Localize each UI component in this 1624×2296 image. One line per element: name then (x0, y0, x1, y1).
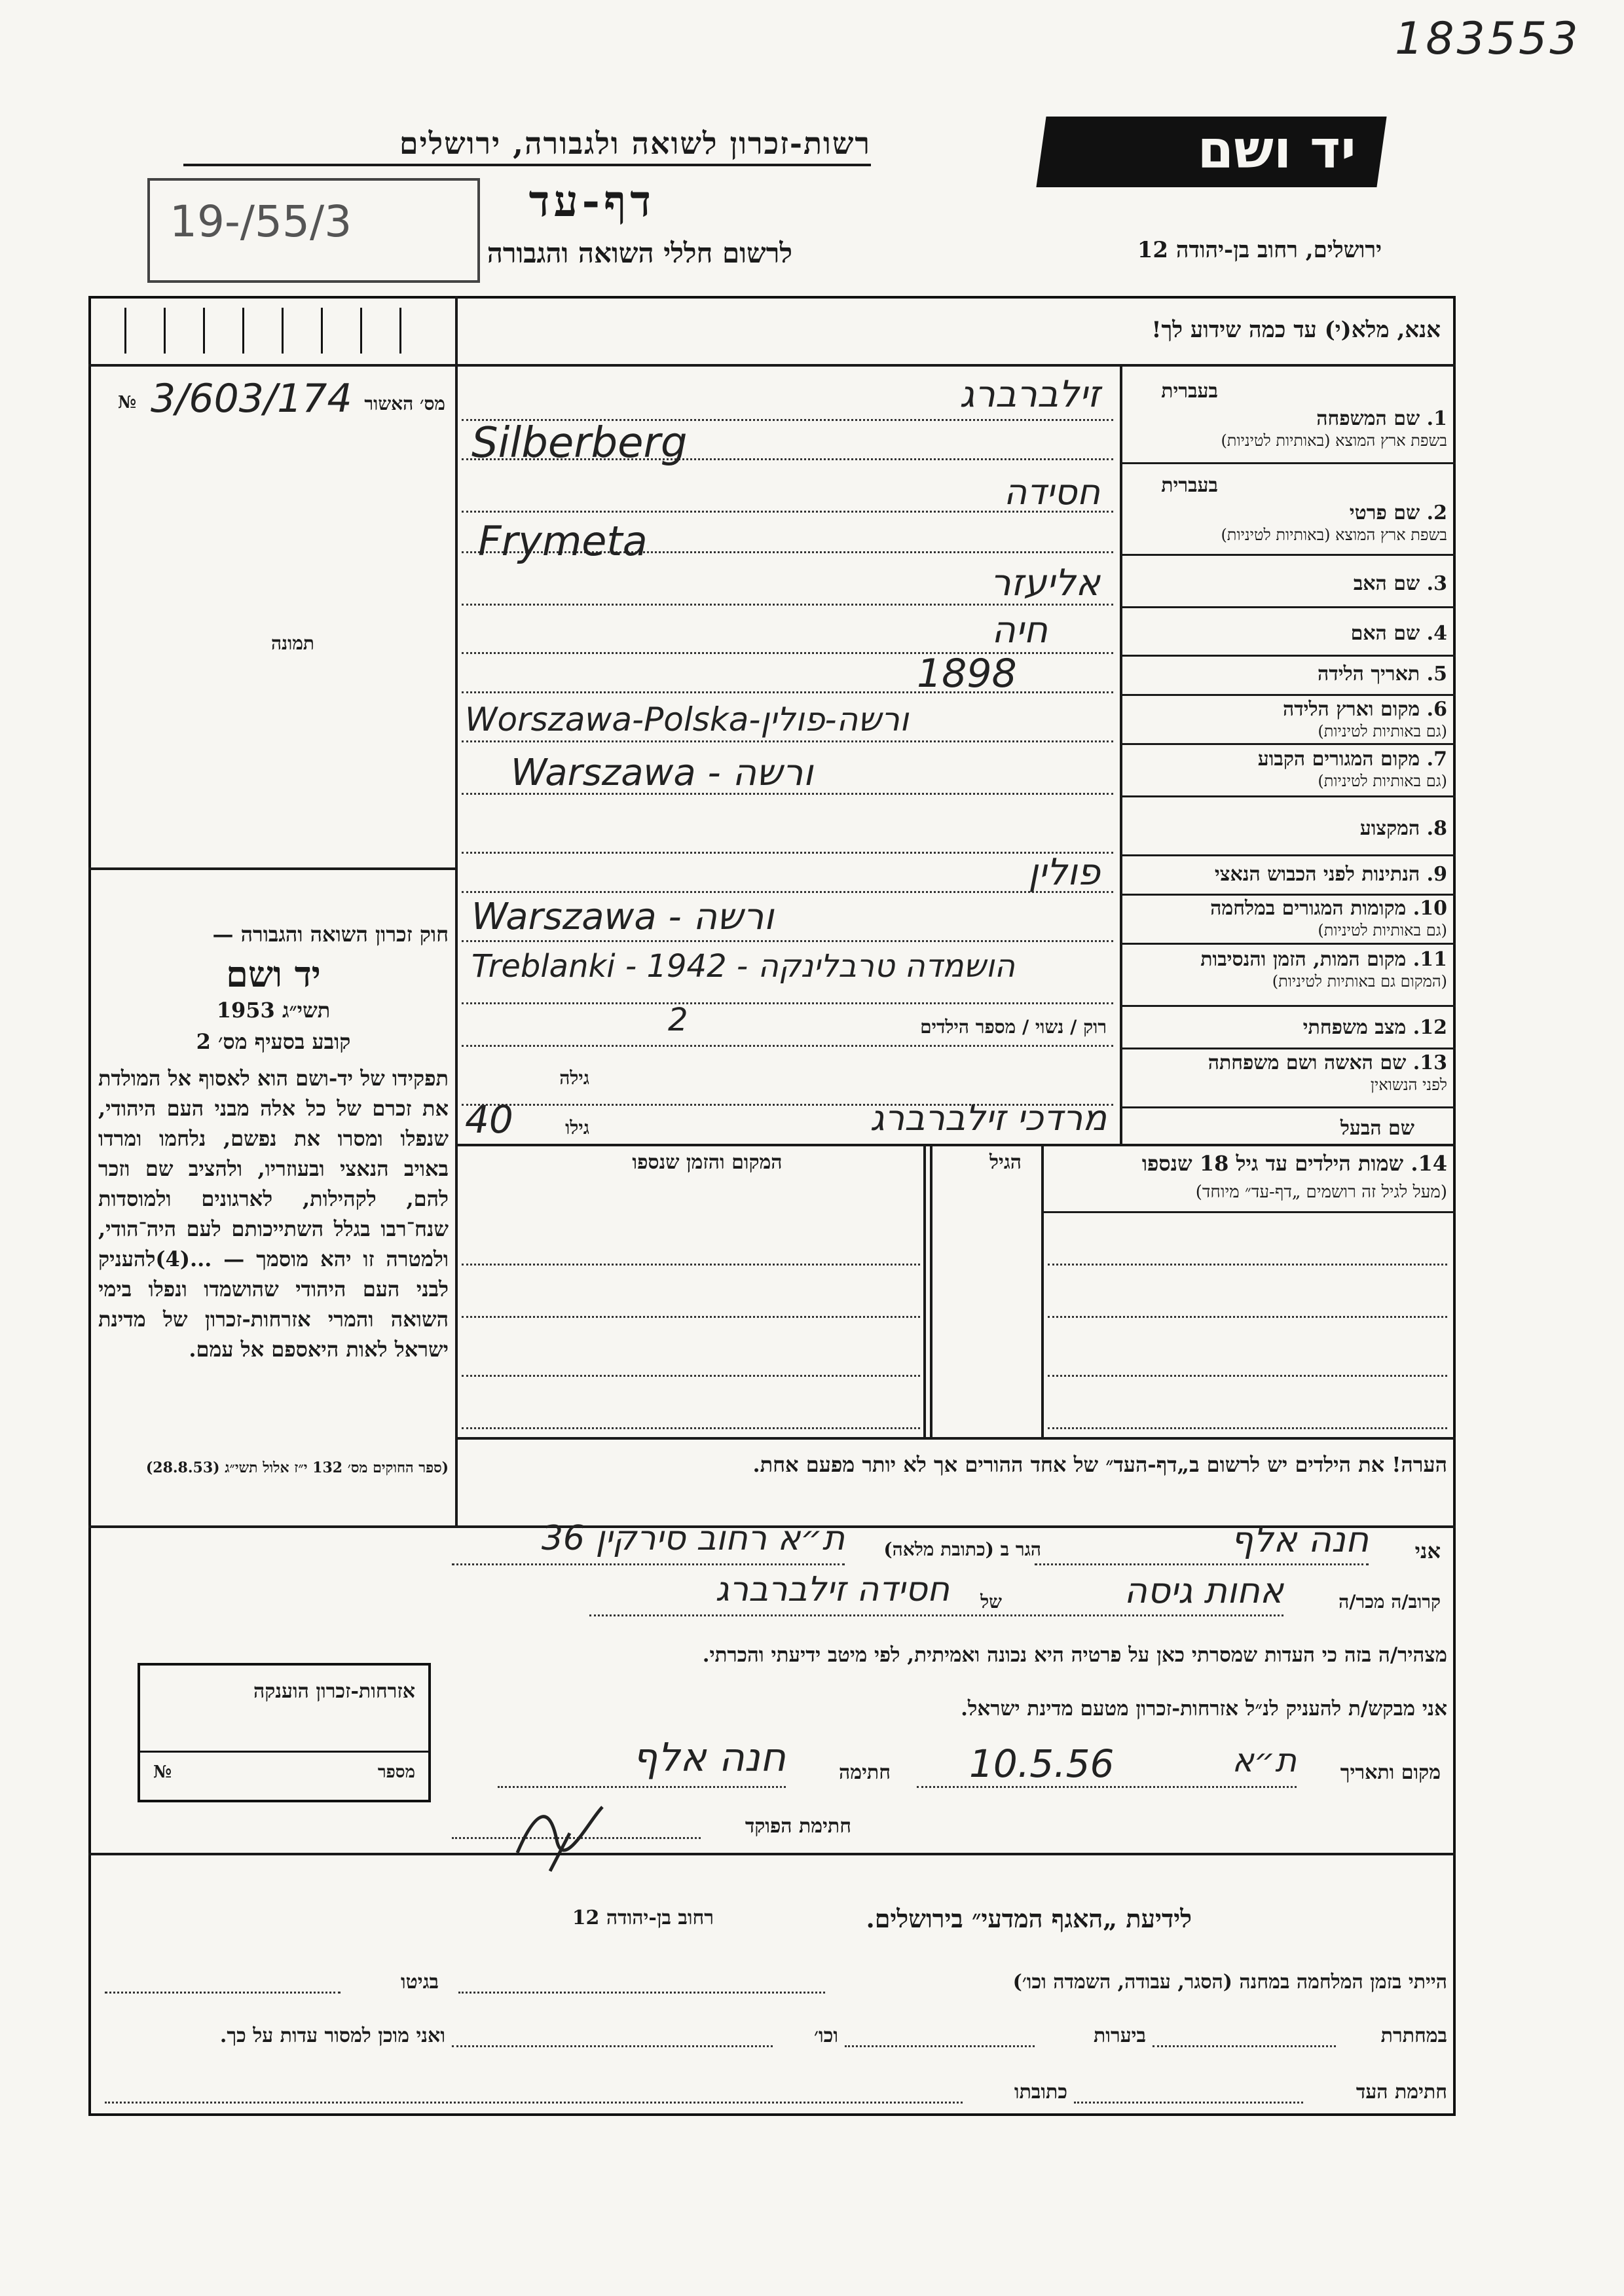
field-profession-label: 8. המקצוע (1359, 817, 1447, 840)
field-citizenship-label: 9. הנתינות לפני הכבוש הנאצי (1214, 863, 1447, 886)
decl-address-value: ת״א רחוב סירקין 36 (541, 1519, 845, 1558)
field-mother-label: 4. שם האם (1350, 622, 1447, 645)
field-birthplace-label: 6. מקום וארץ הלידה (גם באותיות לטיניות) (1282, 698, 1447, 740)
war-residence: Warszawa - ורשה (471, 896, 774, 938)
decl-i-label: אני (1414, 1539, 1441, 1563)
approval-label: מס׳ האשור (364, 393, 445, 414)
law-year: תשי״ג 1953 (216, 998, 331, 1023)
photo-label: תמונה (270, 632, 314, 654)
memorial-no-sign: № (153, 1762, 172, 1782)
law-text: תפקידו של יד-ושם הוא לאסוף אל המולדת את זכרם של כל אלה מבני העם היהודי, שנפלו ומסרו את נפשם, נלחמו ומרדו באויב הנאצי ובעוזריו, ולהציב שם וזכר להם, לקהילות, לארגונים ולמוסדות שנח־רבו בגלל השתייכותם לעם היה־הודי, ולמטרה זו יהא מוסמך — ...(4)להעניק לבני העם היהודי שהושמדו ונפלו בימי השואה והמרי אזרחות-זכרון של מדינת ישראל לאות היאספם אל עמם. (98, 1066, 449, 1362)
decl-sign-value: חנה אלף (632, 1735, 786, 1781)
bottom-line1-a: הייתי בזמן המלחמה במחנה (הסגר, עבודה, השמדה וכו׳) (1012, 1971, 1447, 1994)
field-lang-heb-1: בעברית (1161, 380, 1218, 403)
form-title: דף-עד (528, 175, 655, 227)
bottom-address: רחוב בן-יהודה 12 (572, 1906, 714, 1929)
death-details: Treblanki - 1942 - הושמדה טרבלינקה (471, 948, 1015, 985)
decl-of-value: חסידה זילברברג (715, 1570, 950, 1609)
decl-sign-label: חתימה (839, 1761, 891, 1784)
residence: Warszawa - ורשה (511, 752, 813, 794)
approval-value: 3/603/174 (151, 376, 352, 422)
decl-lives-label: הגר ב (כתובת מלאה) (883, 1539, 1041, 1560)
note: הערה! את הילדים יש לרשום ב„דף-העד״ של אחד ההורים אך לא יותר מפעם אחת. (752, 1452, 1447, 1477)
citizenship: פולין (1028, 851, 1100, 894)
bottom-line3-b: כתובתו (1014, 2081, 1067, 2104)
field-war-residence-label: 10. מקומות המגורים במלחמה (גם באותיות לטיניות) (1210, 897, 1447, 939)
law-name: יד ושם (226, 953, 321, 995)
decl-of-label: של (980, 1591, 1002, 1613)
birth-date: 1898 (917, 651, 1017, 697)
family-name-latin: Silberberg (471, 419, 688, 467)
serial-number: 183553 (1395, 13, 1581, 65)
decl-place-label: מקום ותאריך (1340, 1761, 1441, 1784)
law-ref: (ספר החוקים מס׳ 132 י״ז אלול תשי״ג (28.8.53) (145, 1459, 449, 1476)
memorial-num-label: מספר (377, 1762, 415, 1782)
field-father-label: 3. שם האב (1353, 572, 1447, 595)
birth-place: Worszawa-Polska-ורשה-פולין (465, 701, 909, 738)
family-name-heb: זילברברג (959, 373, 1100, 416)
approval-no-sign: № (118, 393, 137, 412)
law-clause: קובע בסעיף מס׳ 2 (196, 1029, 351, 1054)
bottom-line2-c: וכו׳ (814, 2024, 838, 2047)
bottom-line3-a: חתימת העד (1356, 2081, 1447, 2104)
form-subtitle: לרשום חללי השואה והגבורה (487, 237, 792, 269)
officer-signature-mark (511, 1794, 642, 1872)
bottom-line2-d: ואני מוכן למסור עדות על כך. (219, 2024, 445, 2047)
children-section-label: 14. שמות הילדים עד גיל 18 שנספו (1141, 1151, 1447, 1176)
field-husband-label: שם הבעל (1340, 1117, 1414, 1140)
children-section-sub: (מעל לגיל זה רושמים „דף-עד״ מיוחד) (1195, 1182, 1447, 1202)
children-count: 2 (668, 1002, 688, 1038)
field-marital-label: 12. מצב משפחתי (1302, 1016, 1447, 1039)
header-address: ירושלים, רחוב בן-יהודה 12 (1137, 237, 1382, 263)
children-col-place: המקום והזמן שנספו (632, 1151, 783, 1174)
decl-relative-label: קרוב/ה מכר/ה (1338, 1591, 1441, 1613)
husband-age: 40 (465, 1097, 513, 1142)
decl-date-value: 10.5.56 (969, 1741, 1115, 1786)
field-death-label: 11. מקום המות, הזמן והנסיבות (המקום גם באותיות לטיניות) (1200, 948, 1447, 991)
bottom-title: לידיעת „האגף המדעי״ בירושלים. (866, 1904, 1192, 1933)
mother-name: חיה (991, 609, 1048, 651)
decl-relative-value: אחות גיסה (1124, 1570, 1283, 1611)
decl-officer-label: חתימת הפוקד (745, 1815, 851, 1838)
decl-i-value: חנה אלף (1230, 1519, 1369, 1560)
field-first-name-label: 2. שם פרטי בשפת ארץ המוצא (באותיות לטיניות) (1221, 501, 1447, 544)
memorial-title: אזרחות-זכרון הוענקה (253, 1680, 415, 1703)
decl-statement: מצהיר/ה בזה כי העדות שמסרתי כאן על פרטיה היא נכונה ואמיתית, לפי מיטב ידיעתי והכרתי. (702, 1643, 1447, 1667)
husband-name: מרדכי זילברברג (870, 1097, 1107, 1139)
memorial-box (138, 1663, 431, 1802)
wife-age-label: גילה (559, 1067, 589, 1089)
father-name: אליעזר (990, 562, 1100, 604)
field-residence-label: 7. מקום המגורים הקבוע (גם באותיות לטיניות) (1257, 748, 1447, 790)
bottom-line2-b: ביערות (1093, 2024, 1146, 2047)
entry-ticks (92, 308, 452, 354)
law-title: חוק זכרון השואה והגבורה — (212, 922, 449, 947)
instruction: אנא, מלא(י) עד כמה שידוע לך! (1151, 317, 1441, 343)
bottom-line1-b: בגיטו (400, 1971, 439, 1994)
bottom-line2-a: במחתרת (1380, 2024, 1447, 2047)
field-birthdate-label: 5. תאריך הלידה (1318, 663, 1447, 685)
decl-place-value: ת״א (1232, 1741, 1297, 1779)
first-name-latin: Frymeta (478, 517, 648, 565)
decl-request: אני מבקש/ת להעניק לנ״ל אזרחות-זכרון מטעם מדינת ישראל. (961, 1697, 1447, 1721)
yad-vashem-logo (1036, 117, 1386, 187)
field-family-name-label: 1. שם המשפחה בשפת ארץ המוצא (באותיות לטיניות) (1221, 407, 1447, 450)
stamp-number: 19-/55/3 (170, 196, 352, 247)
field-wife-label: 13. שם האשה ושם משפחתה לפני הנשואין (1208, 1051, 1447, 1094)
first-name-heb: חסידה (1003, 471, 1100, 513)
approval-area (105, 373, 452, 426)
marital-options: רוק / נשוי / מספר הילדים (920, 1016, 1107, 1038)
logo-text: יד ושם (1197, 119, 1356, 180)
field-lang-heb-2: בעברית (1161, 474, 1218, 497)
husband-age-label: גילו (565, 1117, 589, 1139)
institute-line: רשות-זכרון לשואה ולגבורה, ירושלים (399, 126, 871, 161)
children-col-age: הגיל (989, 1151, 1022, 1174)
